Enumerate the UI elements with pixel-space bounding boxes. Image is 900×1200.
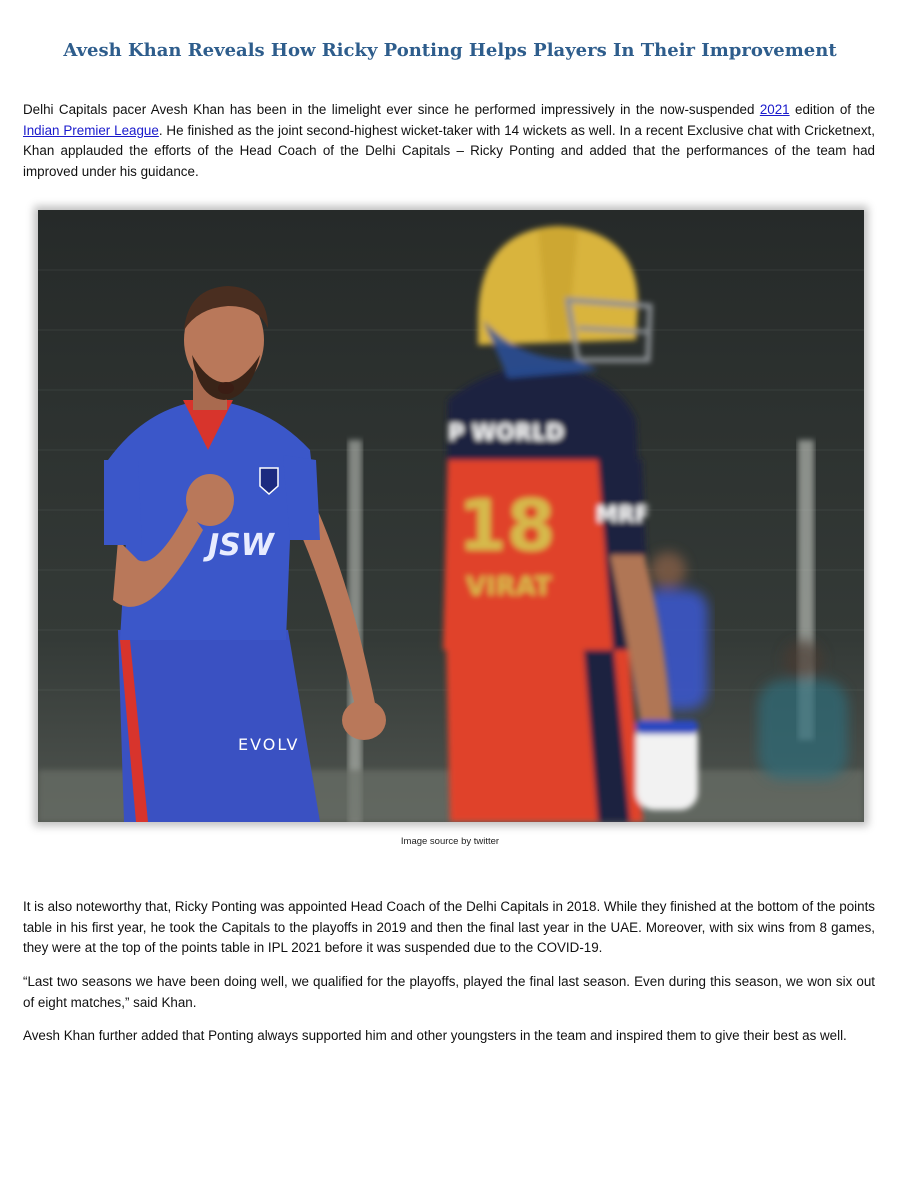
bowler-jersey-sponsor: JSW — [208, 528, 274, 563]
paragraph-ponting-history: It is also noteworthy that, Ricky Ponting was appointed Head Coach of the Delhi Capitals in 2018. While they finished at the bottom of the points table in his first year, he took the Capitals to the playoffs in 2019 and then the final last year in the UAE. Moreover, with six wins from 8 games, they were at the top of the points table in IPL 2021 before it was suspended due to the COVID-19. — [23, 899, 875, 955]
bowler-fist-right — [342, 700, 386, 740]
image-caption: Image source by twitter — [400, 836, 500, 847]
batsman-jersey-name: VIRAT — [466, 572, 552, 602]
article-title: Avesh Khan Reveals How Ricky Ponting Helps Players In Their Improvement — [63, 40, 837, 61]
article-photo — [38, 210, 864, 822]
year-2021-link[interactable]: 2021 — [759, 102, 790, 117]
intro-text-part-1: Delhi Capitals pacer Avesh Khan has been in the limelight ever since he performed impressively in the now-suspended — [23, 102, 760, 117]
bowler-trouser-sponsor: EVOLV — [238, 735, 300, 754]
batsman-sleeve-sponsor: MRF — [596, 503, 650, 528]
intro-paragraph — [23, 100, 875, 182]
bowler-fist-left — [186, 474, 234, 526]
intro-text-part-3: . He finished as the joint second-highest wicket-taker with 14 wickets as well. In a recent Exclusive chat with Cricketnext, Khan applauded the efforts of the Head Coach of the Delhi Capitals – Ricky Ponting and added that the performances of the team had improved under his guidance. — [23, 122, 876, 179]
paragraph-khan-quote: “Last two seasons we have been doing well, we qualified for the playoffs, played the final last season. Even during this season, we won six out of eight matches,” said Khan. — [23, 974, 875, 1010]
batsman-jersey-number: 18 — [458, 485, 556, 567]
intro-text-part-2: edition of the — [789, 102, 876, 117]
batsman-jersey-sponsor: P WORLD — [448, 421, 564, 446]
indian-premier-league-link[interactable]: Indian Premier League — [23, 122, 159, 138]
paragraph-ponting-support: Avesh Khan further added that Ponting always supported him and other youngsters in the team and inspired them to give their best as well. — [23, 1028, 847, 1043]
